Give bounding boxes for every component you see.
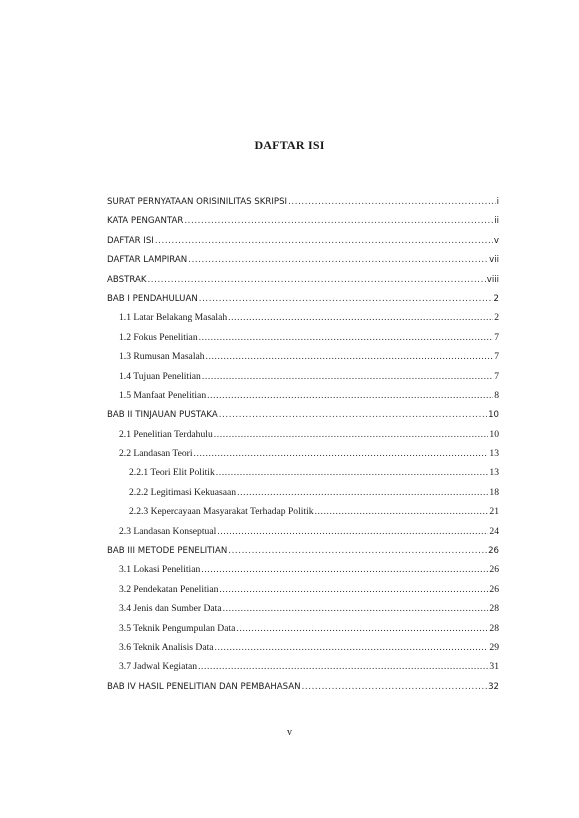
toc-entry-label: BAB I PENDAHULUAN: [107, 293, 198, 304]
toc-entry[interactable]: [107, 467, 499, 486]
toc-dot-leader: [215, 642, 489, 654]
toc-entry[interactable]: [107, 526, 499, 545]
toc-entry[interactable]: [107, 448, 499, 467]
toc-entry-label: 3.7 Jadwal Kegiatan: [119, 661, 198, 673]
toc-entry-label: ABSTRAK: [107, 274, 147, 285]
toc-entry[interactable]: [107, 584, 499, 603]
toc-entry-label: SURAT PERNYATAAN ORISINILITAS SKRIPSI: [107, 197, 288, 207]
toc-entry-label: BAB IV HASIL PENELITIAN DAN PEMBAHASAN: [107, 681, 301, 692]
toc-entry-page: 28: [489, 603, 499, 615]
toc-entry[interactable]: [107, 681, 499, 700]
toc-dot-leader: [219, 409, 487, 421]
toc-entry[interactable]: [107, 506, 499, 525]
toc-dot-leader: [206, 351, 494, 363]
toc-entry[interactable]: [107, 409, 499, 428]
toc-entry[interactable]: [107, 215, 499, 234]
toc-entry-page: 24: [489, 525, 499, 537]
toc-entry-page: vii: [489, 255, 499, 266]
toc-dot-leader: [147, 274, 485, 286]
toc-dot-leader: [199, 293, 493, 305]
toc-entry-page: 10: [489, 428, 499, 440]
toc-entry-page: 26: [489, 583, 499, 595]
toc-entry-page: 29: [489, 641, 499, 653]
toc-entry-page: v: [493, 235, 499, 246]
toc-entry-label: 1.3 Rumusan Masalah: [119, 351, 205, 363]
toc-dot-leader: [315, 506, 489, 518]
toc-dot-leader: [198, 661, 488, 673]
toc-dot-leader: [155, 235, 493, 247]
toc-dot-leader: [302, 681, 487, 693]
toc-dot-leader: [223, 603, 489, 615]
toc-dot-leader: [193, 448, 488, 460]
toc-dot-leader: [217, 526, 488, 538]
toc-entry[interactable]: [107, 254, 499, 273]
toc-entry-page: 26: [488, 546, 499, 557]
toc-dot-leader: [237, 487, 488, 499]
toc-entry[interactable]: [107, 235, 499, 254]
toc-entry-label: 1.1 Latar Belakang Masalah: [119, 312, 228, 324]
toc-entry-label: 3.4 Jenis dan Sumber Data: [119, 603, 222, 615]
toc-dot-leader: [202, 371, 493, 383]
toc-dot-leader: [228, 312, 493, 324]
toc-entry[interactable]: [107, 661, 499, 680]
toc-entry-label: 2.2.1 Teori Elit Politik: [129, 467, 215, 479]
toc-entry[interactable]: [107, 274, 499, 293]
toc-dot-leader: [288, 196, 496, 208]
toc-entry-label: DAFTAR LAMPIRAN: [107, 255, 188, 266]
toc-dot-leader: [214, 429, 489, 441]
toc-entry[interactable]: [107, 312, 499, 331]
toc-entry-label: 2.3 Landasan Konseptual: [119, 525, 217, 537]
toc-entry-label: 1.5 Manfaat Penelitian: [119, 389, 207, 401]
toc-entry[interactable]: [107, 564, 499, 583]
toc-entry[interactable]: [107, 351, 499, 370]
toc-entry-page: 2: [494, 312, 499, 324]
toc-entry-label: 3.2 Pendekatan Penelitian: [119, 583, 219, 595]
toc-entry-page: 26: [489, 564, 499, 576]
toc-entry-page: 7: [494, 331, 499, 343]
toc-dot-leader: [219, 584, 488, 596]
toc-entry[interactable]: [107, 603, 499, 622]
toc-dot-leader: [207, 390, 493, 402]
toc-entry-page: 10: [488, 410, 499, 421]
toc-entry-page: 18: [489, 486, 499, 498]
toc-entry-label: 2.2 Landasan Teori: [119, 448, 193, 460]
toc-entry[interactable]: [107, 390, 499, 409]
toc-dot-leader: [184, 215, 493, 227]
toc-entry-page: 13: [489, 467, 499, 479]
toc-dot-leader: [201, 564, 488, 576]
toc-entry[interactable]: [107, 293, 499, 312]
toc-entry[interactable]: [107, 487, 499, 506]
toc-entry-label: 2.2.2 Legitimasi Kekuasaan: [129, 486, 237, 498]
toc-entry-label: BAB II TINJAUAN PUSTAKA: [107, 410, 218, 421]
page-title: DAFTAR ISI: [254, 138, 325, 152]
toc-entry-page: 7: [494, 351, 499, 363]
toc-entry-label: 1.2 Fokus Penelitian: [119, 331, 198, 343]
table-of-contents: [107, 196, 499, 700]
toc-dot-leader: [199, 332, 494, 344]
toc-entry-label: 3.5 Teknik Pengumpulan Data: [119, 622, 236, 634]
page-number: v: [287, 727, 292, 738]
toc-entry-page: 21: [489, 506, 499, 518]
toc-entry-label: 3.1 Lokasi Penelitian: [119, 564, 201, 576]
toc-entry-label: 3.6 Teknik Analisis Data: [119, 641, 214, 653]
toc-entry[interactable]: [107, 332, 499, 351]
toc-entry-page: 2: [493, 293, 499, 304]
toc-entry[interactable]: [107, 545, 499, 564]
toc-dot-leader: [236, 623, 488, 635]
toc-entry[interactable]: [107, 642, 499, 661]
toc-dot-leader: [216, 467, 489, 479]
toc-entry-label: 2.2.3 Kepercayaan Masyarakat Terhadap Politik: [129, 506, 314, 518]
toc-entry-label: BAB III METODE PENELITIAN: [107, 546, 228, 557]
toc-entry-page: ii: [494, 216, 499, 227]
toc-dot-leader: [188, 254, 488, 266]
toc-entry-label: 1.4 Tujuan Penelitian: [119, 370, 201, 382]
toc-entry-label: DAFTAR ISI: [107, 235, 154, 246]
toc-entry-label: 2.1 Penelitian Terdahulu: [119, 428, 213, 440]
toc-entry[interactable]: [107, 623, 499, 642]
toc-entry-page: 13: [489, 448, 499, 460]
toc-entry-page: 31: [489, 661, 499, 673]
toc-entry-page: viii: [486, 274, 499, 285]
toc-entry-label: KATA PENGANTAR: [107, 216, 184, 227]
toc-entry[interactable]: [107, 429, 499, 448]
toc-entry-page: i: [496, 197, 499, 207]
toc-entry[interactable]: [107, 371, 499, 390]
toc-entry-page: 7: [494, 370, 499, 382]
toc-entry[interactable]: [107, 196, 499, 215]
toc-entry-page: 28: [489, 622, 499, 634]
toc-entry-page: 8: [494, 389, 499, 401]
toc-entry-page: 32: [488, 681, 499, 692]
toc-dot-leader: [228, 545, 487, 557]
